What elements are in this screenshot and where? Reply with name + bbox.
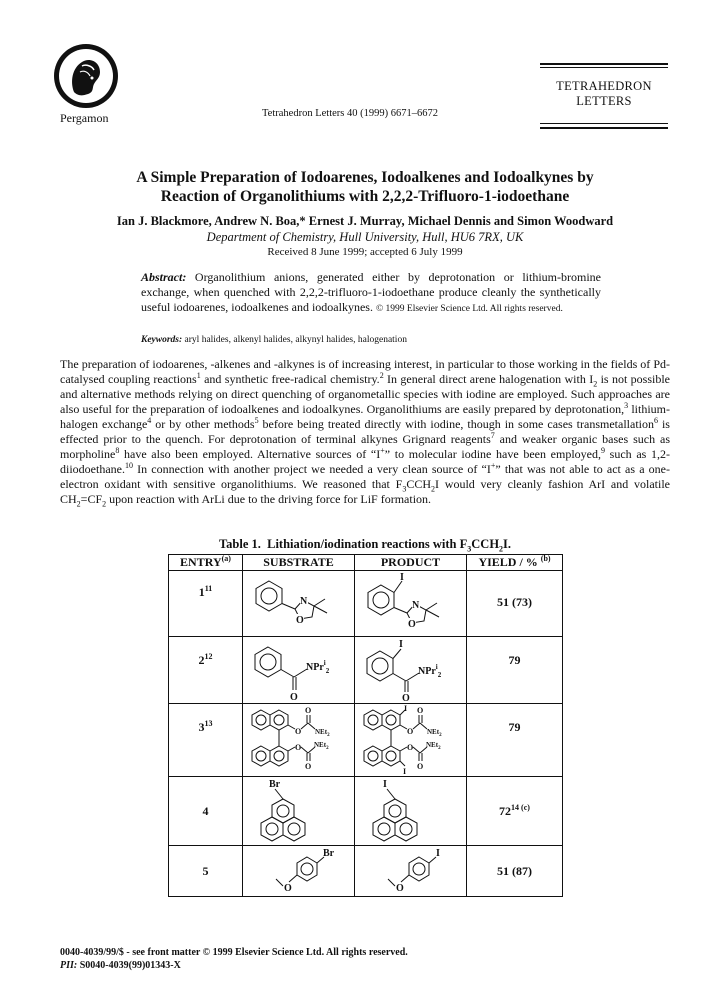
atom-label: O	[417, 762, 424, 771]
atom-label: I	[403, 767, 407, 776]
atom-label: N	[300, 596, 308, 607]
atom-label: O	[295, 727, 302, 736]
atom-label: I	[400, 572, 404, 583]
journal-name	[540, 79, 668, 109]
entry-cell: $1^{11}$	[169, 571, 243, 637]
article-title-line1: A Simple Preparation of Iodoarenes, Iodoalkenes and Iodoalkynes by	[136, 169, 594, 186]
yield-cell: 79	[467, 704, 563, 777]
abstract-label: Abstract	[141, 270, 183, 284]
article-title	[100, 168, 630, 206]
product-structure	[355, 704, 467, 777]
atom-label: Br	[323, 848, 335, 859]
body-paragraph: The preparation of iodoarenes, -alkenes and -alkynes is of increasing interest, in particular to those working in the fields of Pd-catalysed coupling reactions$^1$ and synthetic free-radical chemistry.$^2$ In general direct arene halogenation with $I_2$ is not possible and alternative methods relying on direct quenching of organometallic species with iodine are employed. Such approaches are also useful for the preparation of iodoalkenes and iodoalkynes. Organolithiums are easily prepared by deprotonation,$^3$ lithium-halogen exchange$^4$ or by other methods$^5$ before being treated directly with iodine, though in some cases transmetallation$^6$ is effected prior to the quench. For deprotonation of terminal alkynes Grignard reagents$^7$ and weaker organic bases such as morpholine$^8$ have also been employed. Alternative sources of “I+” to molecular iodine have been employed,$^9$ such as 1,2-diiodoethane.$^{10}$ In connection with another project we needed a very clean source of “I+” that was not able to act as a one-electron oxidant with sensitive organolithiums. We reasoned that $F_3CCH_2I$ would very cleanly fashion ArI and volatile $CH_2=CF_2$ upon reaction with ArLi due to the driving force for LiF formation.	[60, 357, 671, 509]
yield-cell: 51 (87)	[467, 846, 563, 897]
product-structure	[355, 846, 467, 897]
atom-label: O	[396, 883, 404, 894]
yield-cell: $72^{14 (c)}$	[467, 777, 563, 846]
atom-label: O	[408, 619, 416, 630]
atom-label: NPr$^i_2$	[306, 659, 330, 675]
substrate-structure	[243, 846, 355, 897]
atom-label: NEt$_2$	[427, 728, 442, 738]
entry-cell: $3^{13}$	[169, 704, 243, 777]
article-title-line2: Reaction of Organolithiums with 2,2,2-Trifluoro-1-iodoethane	[160, 188, 570, 205]
atom-label: O	[305, 762, 312, 771]
entry-cell: $2^{12}$	[169, 637, 243, 704]
pii-line: PII: S0040-4039(99)01343-X	[60, 960, 181, 971]
table-header-row	[169, 555, 563, 571]
publisher-name: Pergamon	[60, 111, 109, 125]
keywords-text: aryl halides, alkenyl halides, alkynyl halides, halogenation	[184, 335, 407, 345]
abstract-rights: © 1999 Elsevier Science Ltd. All rights reserved.	[375, 304, 563, 314]
product-structure	[355, 571, 467, 637]
substrate-structure	[243, 637, 355, 704]
substrate-structure	[243, 777, 355, 846]
entry-cell: 5	[169, 846, 243, 897]
author-list: Ian J. Blackmore, Andrew N. Boa,* Ernest J. Murray, Michael Dennis and Simon Woodward	[116, 214, 614, 228]
abstract-text: Organolithium anions, generated either by deprotonation or lithium-bromine exchange, when quenched with 2,2,2-trifluoro-1-iodoethane produce cleanly the synthetically useful iodoarenes, iodoalkenes and iodoalkynes.	[141, 270, 601, 314]
atom-label: I	[399, 639, 403, 650]
results-table	[168, 554, 563, 897]
journal-rule-bottom	[540, 127, 668, 129]
atom-label: O	[407, 743, 414, 752]
atom-label: O	[417, 706, 424, 715]
journal-rule-top	[540, 63, 668, 65]
atom-label: I	[436, 848, 440, 859]
yield-cell: 79	[467, 637, 563, 704]
entry-cell: 4	[169, 777, 243, 846]
atom-label: I	[404, 704, 408, 713]
atom-label: O	[290, 692, 298, 703]
atom-label: O	[402, 693, 410, 703]
atom-label: O	[284, 883, 292, 894]
atom-label: O	[305, 706, 312, 715]
atom-label: O	[296, 615, 304, 626]
table-row	[169, 637, 563, 704]
table-row	[169, 777, 563, 846]
atom-label: O	[295, 743, 302, 752]
keywords-label: Keywords	[141, 335, 179, 345]
journal-name-line2: LETTERS	[576, 94, 632, 108]
journal-citation: Tetrahedron Letters 40 (1999) 6671–6672	[262, 108, 438, 119]
atom-label: I	[383, 779, 387, 790]
table-row	[169, 571, 563, 637]
table-row	[169, 846, 563, 897]
atom-label: NPr$^i_2$	[418, 663, 442, 679]
col-substrate: SUBSTRATE	[243, 555, 355, 571]
journal-rule-top-thin	[540, 67, 668, 68]
col-product: PRODUCT	[355, 555, 467, 571]
abstract: Abstract: Organolithium anions, generated either by deprotonation or lithium-bromine exchange, when quenched with 2,2,2-trifluoro-1-iodoethane produce cleanly the synthetically useful iodoarenes, iodoalkenes and iodoalkynes. © 1999 Elsevier Science Ltd. All rights reserved.	[141, 270, 601, 314]
col-entry: ENTRY$^{(a)}$	[169, 555, 243, 571]
received-dates: Received 8 June 1999; accepted 6 July 1999	[267, 246, 463, 258]
affiliation: Department of Chemistry, Hull University, Hull, HU6 7RX, UK	[206, 230, 524, 244]
col-yield: YIELD / % $^{(b)}$	[467, 555, 563, 571]
journal-name-line1: TETRAHEDRON	[556, 79, 652, 93]
product-structure	[355, 777, 467, 846]
copyright-line: 0040-4039/99/$ - see front matter © 1999 Elsevier Science Ltd. All rights reserved.	[60, 947, 408, 958]
table-row	[169, 704, 563, 777]
atom-label: O	[407, 727, 414, 736]
publisher-logo	[52, 42, 120, 110]
yield-cell: 51 (73)	[467, 571, 563, 637]
keywords: Keywords: aryl halides, alkenyl halides, alkynyl halides, halogenation	[141, 335, 407, 345]
atom-label: N	[412, 600, 420, 611]
table-caption: Table 1. Lithiation/iodination reactions with $F_3CCH_2I$.	[218, 537, 512, 554]
substrate-structure	[243, 704, 355, 777]
atom-label: NEt$_2$	[426, 741, 441, 751]
atom-label: NEt$_2$	[315, 728, 330, 738]
substrate-structure	[243, 571, 355, 637]
product-structure	[355, 637, 467, 704]
atom-label: NEt$_2$	[314, 741, 329, 751]
journal-rule-bottom-thin	[540, 123, 668, 124]
atom-label: Br	[269, 779, 281, 790]
